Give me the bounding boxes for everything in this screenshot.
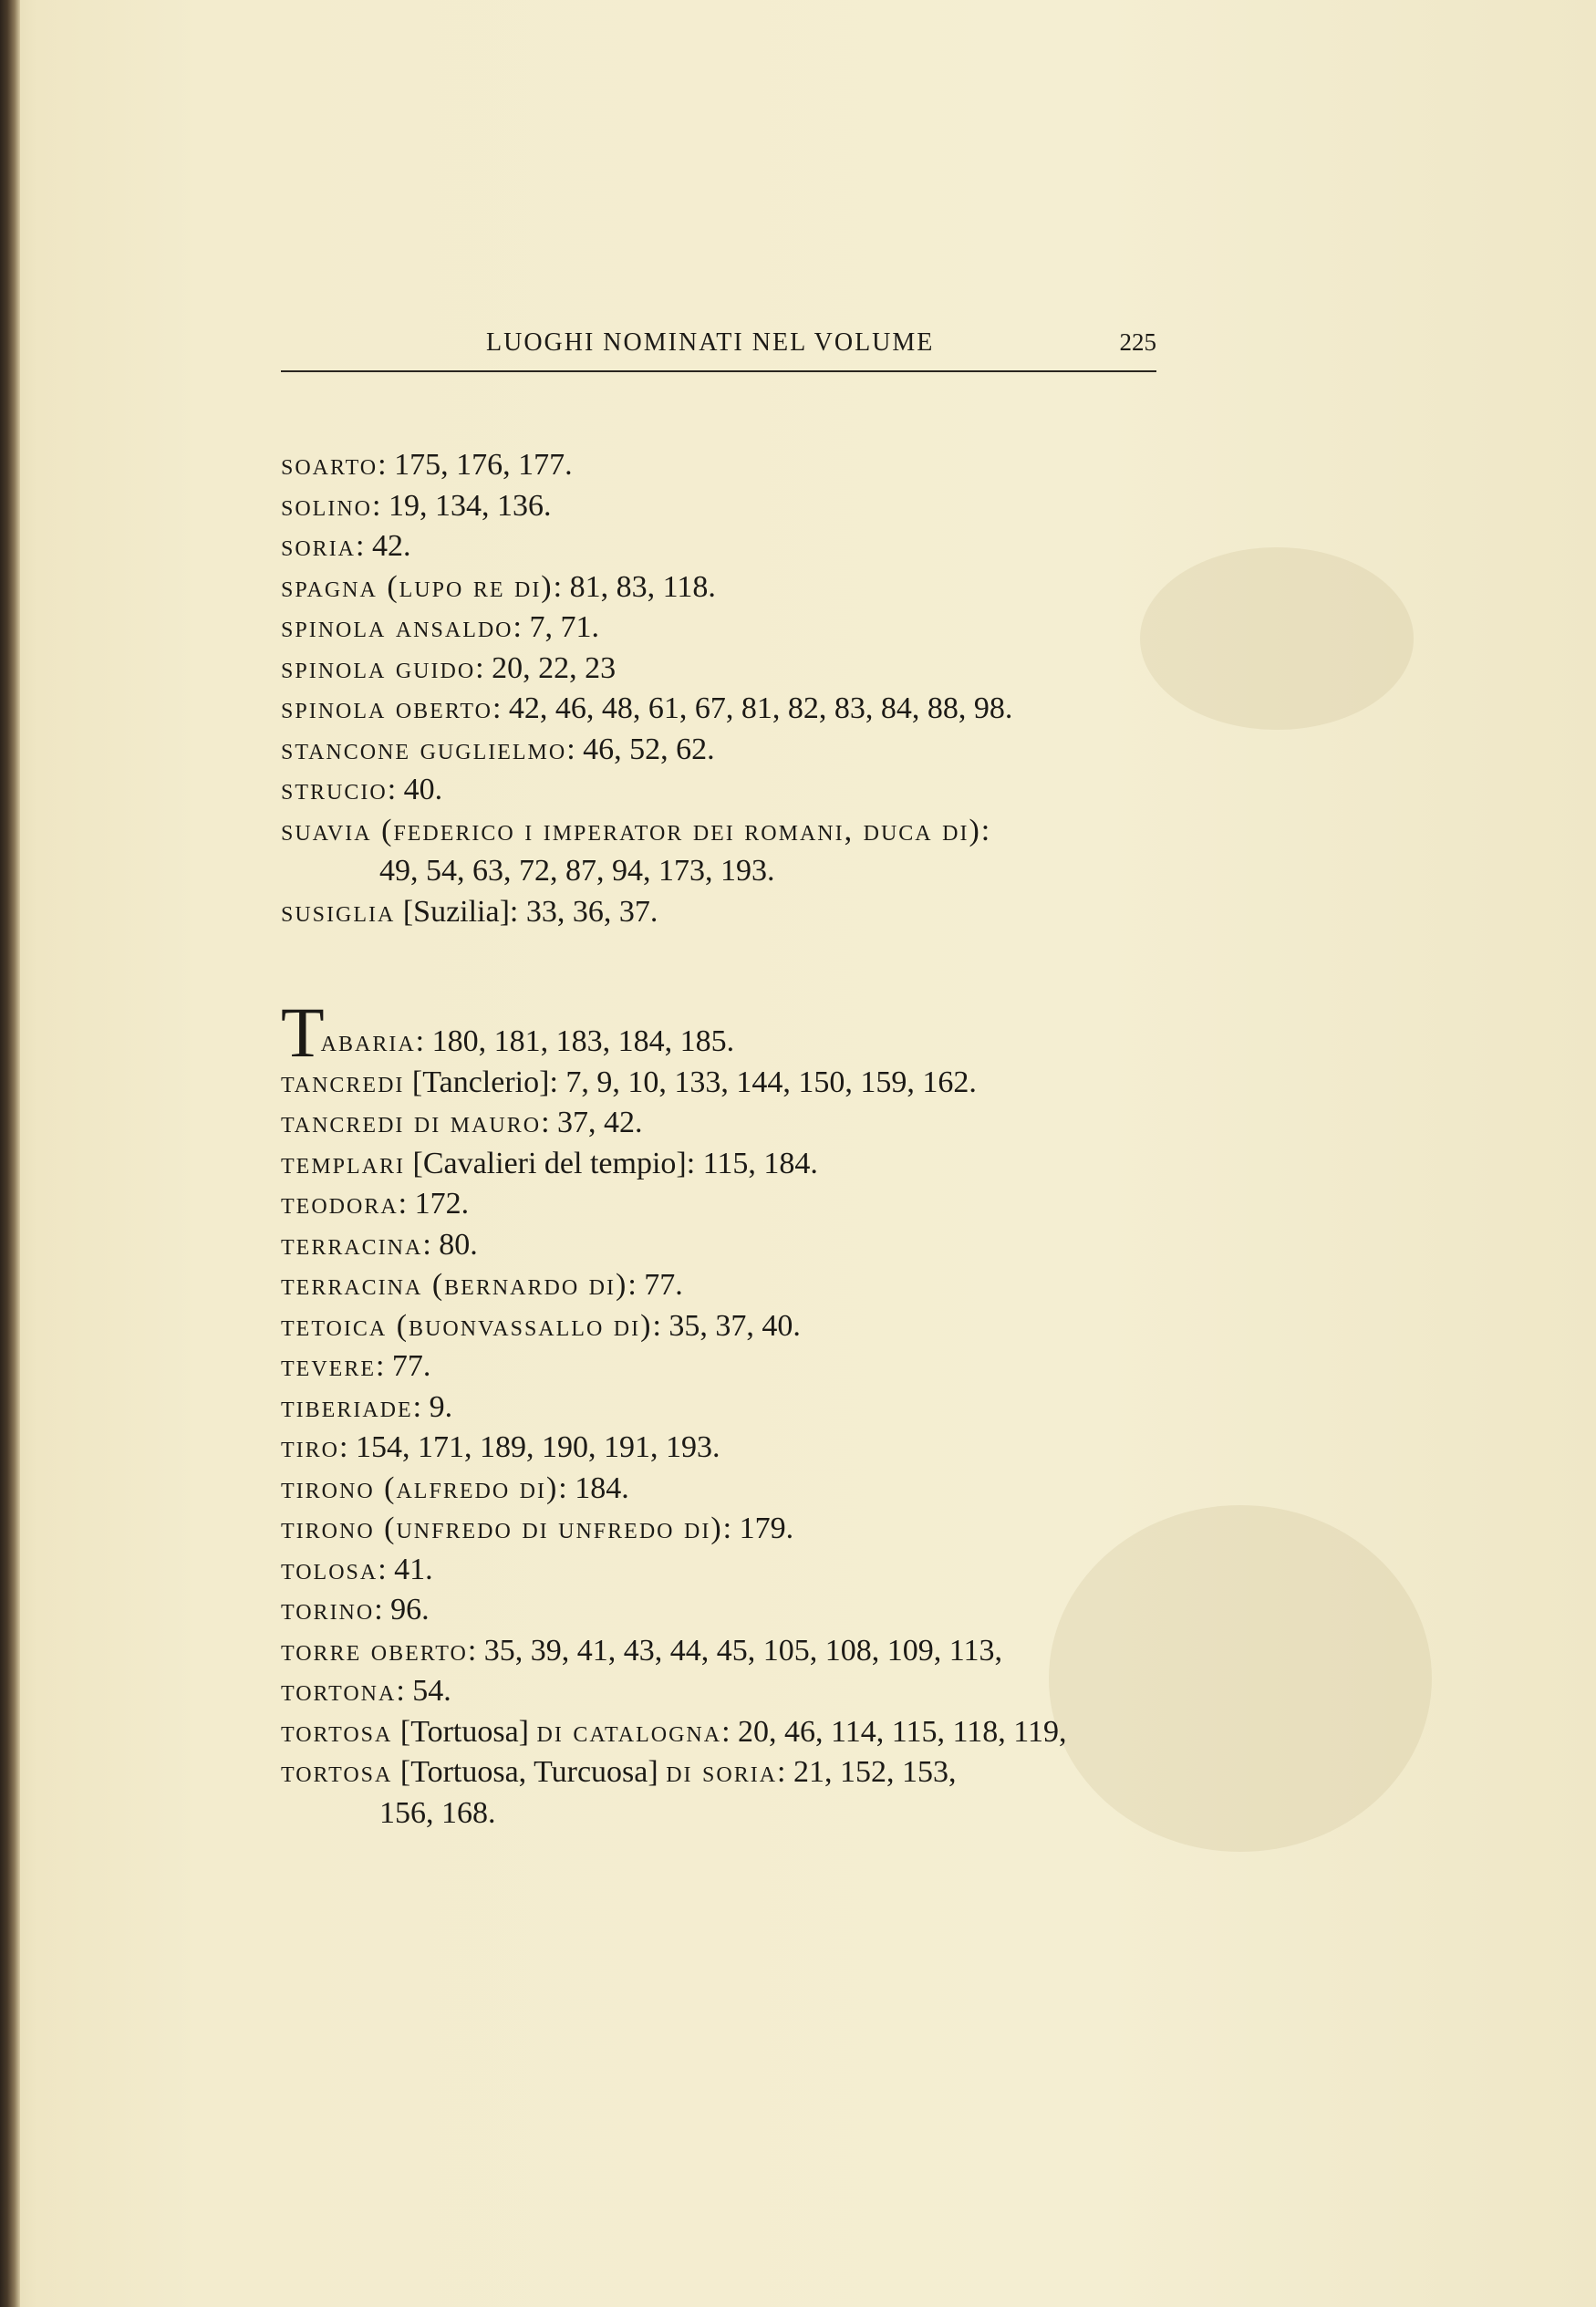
entry-refs: : 96. <box>374 1593 430 1626</box>
index-entry <box>281 1752 1193 1793</box>
index-entry <box>281 730 1193 771</box>
entry-refs: : 115, 184. <box>686 1146 818 1180</box>
entry-refs: 49, 54, 63, 72, 87, 94, 173, 193. <box>379 854 775 888</box>
entry-refs: : 35, 37, 40. <box>652 1308 801 1343</box>
entry-refs: : 7, 71. <box>513 610 599 644</box>
entry-name: tortosa <box>281 1714 393 1749</box>
index-entry <box>281 1144 1193 1185</box>
entry-name: soarto <box>281 448 378 482</box>
entry-refs: : 179. <box>722 1512 794 1545</box>
entry-note: [Cavalieri del tempio] <box>405 1146 687 1180</box>
entry-note: [Tortuosa] <box>392 1714 537 1749</box>
entry-refs: : 7, 9, 10, 133, 144, 150, 159, 162. <box>549 1065 977 1099</box>
index-entry <box>281 1103 1193 1144</box>
entry-refs: : 54. <box>396 1674 451 1708</box>
index-entry <box>281 689 1193 730</box>
entry-refs: : 20, 46, 114, 115, 118, 119, <box>721 1714 1067 1749</box>
index-entry <box>281 1631 1193 1672</box>
entry-refs: : 19, 134, 136. <box>372 488 552 523</box>
entry-name: tiro <box>281 1430 339 1464</box>
index-entry <box>281 1184 1193 1225</box>
entry-name: spagna (lupo re di) <box>281 569 554 604</box>
index-entry <box>281 608 1193 649</box>
entry-refs: : 33, 36, 37. <box>509 894 658 929</box>
entry-note: [Suzilia] <box>395 894 510 929</box>
entry-name: terracina <box>281 1227 423 1262</box>
index-entry <box>281 992 1193 1072</box>
entry-refs: : 42, 46, 48, 61, 67, 81, 82, 83, 84, 88, 98. <box>492 691 1013 725</box>
entry-refs: : 20, 22, 23 <box>475 650 617 685</box>
entry-name: solino <box>281 488 372 523</box>
index-entry <box>281 770 1193 811</box>
index-entry <box>281 567 1193 608</box>
entry-refs: : 180, 181, 183, 184, 185. <box>415 1024 735 1058</box>
entry-name: soria <box>281 529 357 563</box>
entry-name: spinola guido <box>281 650 476 685</box>
index-entry <box>281 1550 1193 1591</box>
entry-refs: : 81, 83, 118. <box>553 569 716 604</box>
entry-refs: : 80. <box>422 1227 478 1262</box>
entry-refs: : 46, 52, 62. <box>566 732 715 766</box>
index-entry <box>281 445 1193 486</box>
index-entry <box>281 1469 1193 1510</box>
entry-name: suavia (federico i imperator dei romani, duca di) <box>281 813 981 847</box>
index-entry <box>281 526 1193 567</box>
index-entry <box>281 1346 1193 1387</box>
index-entry <box>281 1671 1193 1712</box>
entry-name: abaria <box>320 1024 416 1058</box>
entry-refs: : 184. <box>558 1470 629 1505</box>
entry-refs: : 172. <box>398 1187 470 1221</box>
entry-note: [Tanclerio] <box>404 1065 550 1099</box>
index-entry <box>281 1265 1193 1306</box>
index-entry <box>281 1225 1193 1266</box>
entry-name: templari <box>281 1146 405 1180</box>
section-gap <box>281 932 1193 1014</box>
entry-name: tiberiade <box>281 1389 413 1424</box>
entry-name: tetoica (buonvassallo di) <box>281 1308 653 1343</box>
entry-refs: : 35, 39, 41, 43, 44, 45, 105, 108, 109, 113, <box>467 1633 1003 1668</box>
entry-refs: : 42. <box>356 529 411 563</box>
entry-name: teodora <box>281 1187 399 1221</box>
entry-refs: : 154, 171, 189, 190, 191, 193. <box>339 1430 720 1464</box>
page-header <box>281 325 1156 372</box>
entry-refs: : 40. <box>387 773 443 806</box>
index-list <box>281 445 1193 1834</box>
drop-cap: T <box>281 992 325 1072</box>
index-entry <box>281 1063 1193 1104</box>
entry-name: tancredi di mauro <box>281 1106 542 1139</box>
index-entry <box>281 486 1193 527</box>
index-entry <box>281 892 1193 933</box>
index-entry <box>281 649 1193 690</box>
index-entry <box>281 1509 1193 1550</box>
entry-refs: : 175, 176, 177. <box>378 448 573 482</box>
entry-name: spinola oberto <box>281 691 492 725</box>
entry-refs: : 77. <box>627 1268 683 1302</box>
entry-name-suffix: di catalogna <box>536 1714 722 1749</box>
index-entry-continuation <box>281 851 1193 892</box>
entry-name: tirono (alfredo di) <box>281 1470 559 1505</box>
entry-name: tortosa <box>281 1755 393 1789</box>
entry-refs: : 41. <box>378 1552 433 1586</box>
entry-refs: : 37, 42. <box>541 1106 643 1139</box>
index-entry-continuation <box>281 1793 1193 1834</box>
entry-name: tevere <box>281 1349 376 1383</box>
entry-name: tolosa <box>281 1552 378 1586</box>
running-title: LUOGHI NOMINATI NEL VOLUME <box>486 328 935 357</box>
entry-name: stancone guglielmo <box>281 732 567 766</box>
entry-name: tirono (unfredo di unfredo di) <box>281 1512 723 1545</box>
index-entry <box>281 1590 1193 1631</box>
book-binding-edge <box>0 0 20 2307</box>
entry-note: [Tortuosa, Turcuosa] <box>392 1755 667 1789</box>
index-entry <box>281 1306 1193 1347</box>
entry-refs: : <box>980 813 990 847</box>
entry-name: torre oberto <box>281 1633 468 1668</box>
index-entry <box>281 811 1193 852</box>
entry-name: terracina (bernardo di) <box>281 1268 628 1302</box>
entry-refs: : 21, 152, 153, <box>777 1755 957 1789</box>
entry-name: torino <box>281 1593 375 1626</box>
index-entry <box>281 1387 1193 1429</box>
index-entry <box>281 1428 1193 1469</box>
entry-name: tancredi <box>281 1065 405 1099</box>
entry-name: tortona <box>281 1674 397 1708</box>
index-entry <box>281 1712 1193 1753</box>
entry-refs: : 9. <box>412 1389 453 1424</box>
entry-name: susiglia <box>281 894 396 929</box>
entry-name-suffix: di soria <box>666 1755 778 1789</box>
entry-refs: : 77. <box>375 1349 431 1383</box>
page-number: 225 <box>1119 328 1156 356</box>
entry-refs: 156, 168. <box>379 1795 496 1830</box>
entry-name: strucio <box>281 773 388 806</box>
entry-name: spinola ansaldo <box>281 610 513 644</box>
